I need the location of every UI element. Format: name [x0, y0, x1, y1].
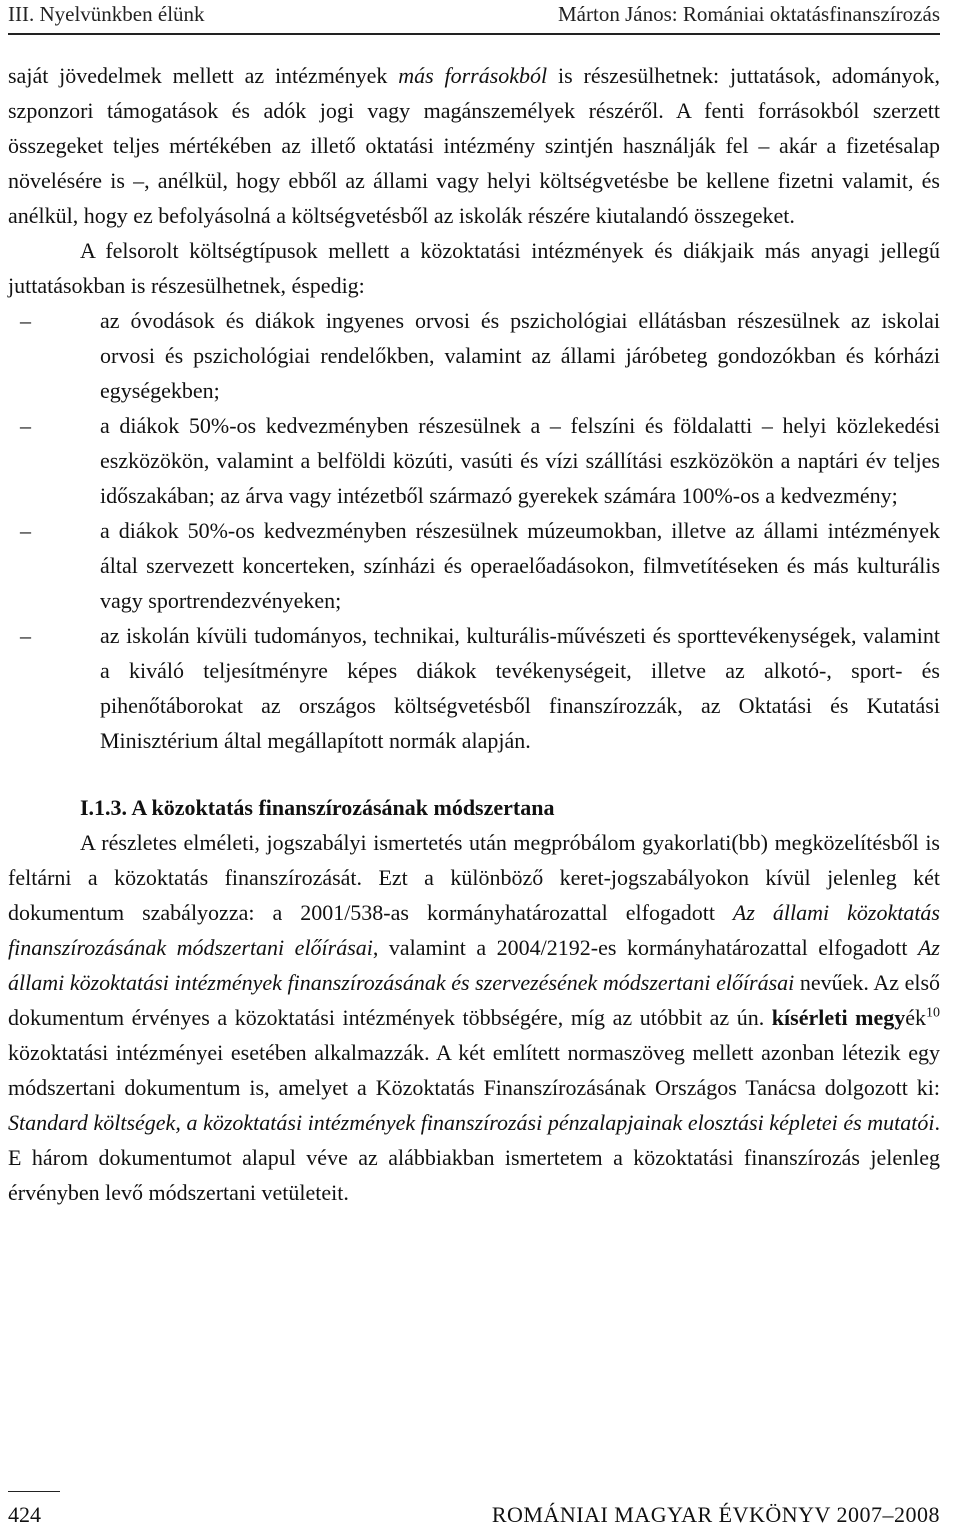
- p3-text-e: közoktatási intézményei esetében alkalmazzák. A két említett normaszöveg mellett azonban létezik egy módszertani dokumentum is, amelyet a Közoktatás Finanszírozásának Országos Tanácsa dolgozott ki:: [8, 1040, 940, 1100]
- running-footer: [8, 1494, 940, 1528]
- p3-document-title-2: Az állami közoktatási intézmények finanszírozásának és szervezésének módszertani előírásai: [8, 935, 940, 995]
- dash-bullet: –: [20, 413, 31, 438]
- benefits-list: [8, 303, 940, 758]
- footnote-reference[interactable]: 10: [925, 1005, 940, 1021]
- list-item: [8, 408, 940, 513]
- p3-text-b: , valamint a 2004/2192-es kormányhatározattal elfogadott: [372, 935, 918, 960]
- section-heading: [8, 790, 940, 825]
- page-number: 424: [8, 1502, 41, 1527]
- list-item-text: az óvodások és diákok ingyenes orvosi és pszichológiai ellátásban részesülnek az iskolai orvosi és pszichológiai rendelőkben, valamint az állami járóbeteg gondozókban és kórházi egységekben;: [100, 308, 940, 403]
- p3-document-title-3: Standard költségek, a közoktatási intézmények finanszírozási pénzalapjainak elosztási képletei és mutatói: [8, 1110, 935, 1135]
- paragraph-1: [8, 58, 940, 233]
- p3-text-a: A részletes elméleti, jogszabályi ismertetés után megpróbálom gyakorlati(bb) megközelítésből is feltárni a közoktatás finanszírozását. Ezt a különböző keret-jogszabályokon kívül jelenleg két dokumentum szabályozza: a 2001/538-as kormányhatározattal elfogadott: [8, 830, 940, 925]
- p1-emphasis: más forrásokból: [398, 63, 548, 88]
- header-rule: [8, 33, 940, 35]
- list-item: [8, 513, 940, 618]
- p3-text-d: ék: [905, 1005, 926, 1030]
- dash-bullet: –: [20, 518, 31, 543]
- p3-text-f: . E három dokumentumot alapul véve az alábbiakban ismertetem a közoktatási finanszírozás jelenleg érvényben levő módszertani vetületeit.: [8, 1110, 940, 1205]
- dash-bullet: –: [20, 308, 31, 333]
- p1-text-b: is részesülhetnek: juttatások, adományok, szponzori támogatások és adók jogi vagy magánszemélyek részéről. A fenti forrásokból szerzett összegeket teljes mértékében az illető oktatási intézmény szintjén használják fel – akár a fizetésalap növelésére is –, anélkül, hogy ebből az állami vagy helyi költségvetésbe be kellene fizetni valamit, és anélkül, hogy ez befolyásolná a költségvetésből az iskolák részére kiutalandó összegeket.: [8, 63, 940, 228]
- list-item: [8, 303, 940, 408]
- section-title: A közoktatás finanszírozásának módszertana: [131, 795, 555, 820]
- p3-bold-term: kísérleti megy: [771, 1005, 906, 1030]
- section-number: I.1.3.: [80, 795, 128, 820]
- list-item-text: az iskolán kívüli tudományos, technikai, kulturális-művészeti és sporttevékenységek, valamint a kiváló teljesítményre képes diákok tevékenységeit, illetve az alkotó-, sport- és pihenőtáborokat az országos költségvetésből finanszírozzák, az Oktatási és Kutatási Minisztérium által megállapított normák alapján.: [100, 623, 940, 753]
- paragraph-3: [8, 825, 940, 1210]
- paragraph-2: A felsorolt költségtípusok mellett a közoktatási intézmények és diákjaik más anyagi jellegű juttatásokban is részesülhetnek, éspedig:: [8, 238, 940, 298]
- running-header: [8, 2, 940, 32]
- footer-rule: [8, 1491, 60, 1492]
- header-chapter: III. Nyelvünkben élünk: [8, 2, 205, 26]
- dash-bullet: –: [20, 623, 31, 648]
- header-article: Márton János: Romániai oktatásfinanszírozás: [558, 2, 940, 26]
- list-item-text: a diákok 50%-os kedvezményben részesülnek a – felszíni és földalatti – helyi közlekedési eszközökön, valamint a belföldi közúti, vasúti és vízi szállítási eszközökön a naptári év teljes időszakában; az árva vagy intézetből származó gyerekek számára 100%-os a kedvezmény;: [100, 413, 940, 508]
- journal-title: ROMÁNIAI MAGYAR ÉVKÖNYV 2007–2008: [491, 1502, 940, 1527]
- p3-text-c: nevűek. Az első dokumentum érvényes a közoktatási intézmények többségére, míg az utóbbit az ún.: [8, 970, 941, 1030]
- main-text: [8, 58, 940, 1210]
- p1-text-a: saját jövedelmek mellett az intézmények: [8, 63, 399, 88]
- p3-document-title-1: Az állami közoktatás finanszírozásának módszertani előírásai: [8, 900, 940, 960]
- list-item: [8, 618, 940, 758]
- list-item-text: a diákok 50%-os kedvezményben részesülnek múzeumokban, illetve az állami intézmények által szervezett koncerteken, színházi és operaelőadásokon, filmvetítéseken és más kulturális vagy sportrendezvényeken;: [100, 518, 940, 613]
